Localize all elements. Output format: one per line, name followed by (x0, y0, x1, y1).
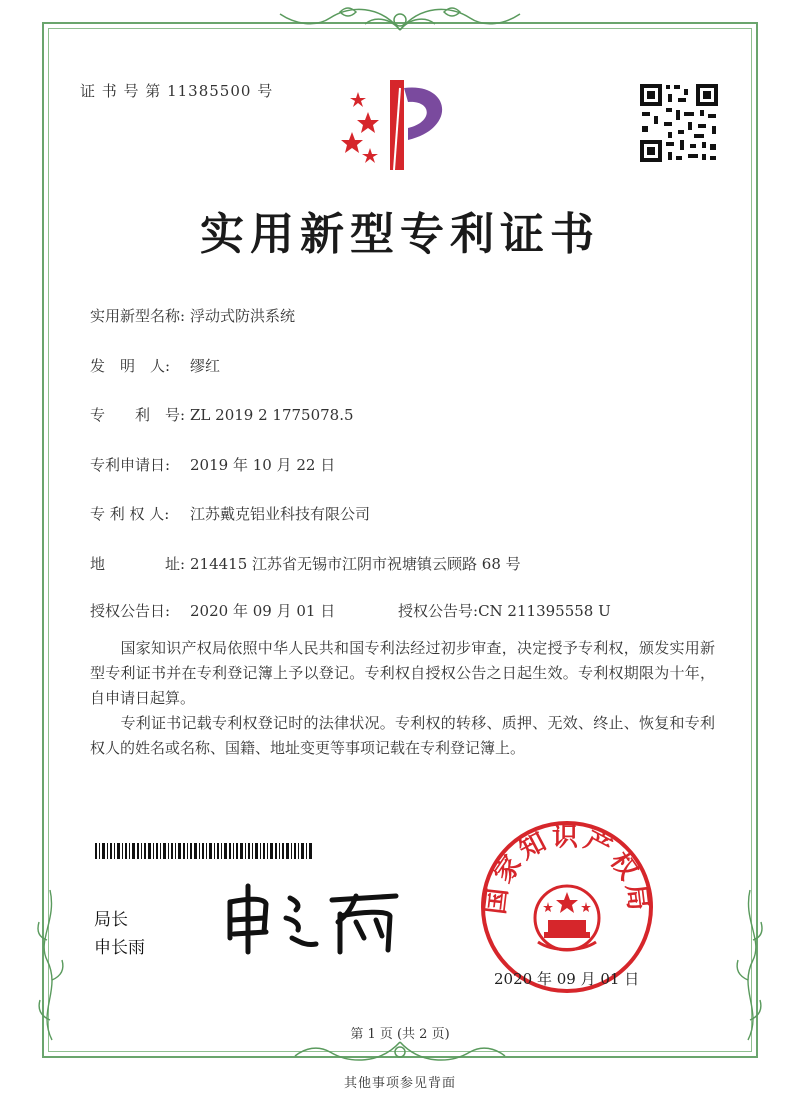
field-label: 专 利 号: (90, 406, 186, 424)
field-inventor (90, 355, 220, 376)
seal-text: 国家知识产权局 (480, 822, 654, 916)
national-emblem-icon (535, 886, 599, 950)
certificate-title: 实用新型专利证书 (200, 209, 600, 260)
seal-date: 2020 年 09 月 01 日 (494, 970, 640, 988)
legal-paragraph-2: 专利证书记载专利权登记时的法律状况。专利权的转移、质押、无效、终止、恢复和专利权人的姓名或名称、国籍、地址变更等事项记载在专利登记簿上。 (90, 714, 715, 757)
certificate-number: 证 书 号 第 11385500 号 (80, 82, 274, 100)
page-number: 第 1 页 (共 2 页) (350, 1027, 450, 1042)
field-announcement-number (398, 600, 611, 621)
cnipa-logo (330, 70, 470, 180)
field-value: 缪红 (190, 357, 221, 375)
legal-paragraph-1: 国家知识产权局依照中华人民共和国专利法经过初步审查，决定授予专利权，颁发实用新型专利证书并在专利登记簿上予以登记。专利权自授权公告之日起生效。专利权期限为十年，自申请日起算。 (90, 639, 715, 707)
field-filing-date (90, 454, 335, 475)
field-patent-number (90, 404, 354, 425)
top-ornament (270, 0, 530, 40)
field-label: 地 址: (90, 555, 186, 573)
field-label: 授权公告日: (90, 602, 171, 620)
field-value: CN 211395558 U (478, 602, 611, 620)
barcode (95, 843, 313, 859)
qr-code (638, 82, 720, 164)
field-value: 2019 年 10 月 22 日 (190, 456, 336, 474)
field-announcement-date (90, 600, 335, 621)
field-utility-model-name (90, 305, 295, 326)
field-value: ZL 2019 2 1775078.5 (190, 406, 354, 424)
field-address (90, 553, 521, 574)
field-label: 发 明 人: (90, 357, 171, 375)
field-value: 2020 年 09 月 01 日 (190, 602, 336, 620)
field-label: 专利申请日: (90, 456, 171, 474)
director-title: 局长 (94, 910, 128, 930)
field-label: 实用新型名称: (90, 307, 186, 325)
field-label: 授权公告号: (398, 602, 479, 620)
footer-note: 其他事项参见背面 (343, 1076, 456, 1091)
handwritten-signature (220, 878, 410, 958)
field-patentee (90, 503, 370, 524)
field-value: 214415 江苏省无锡市江阴市祝塘镇云顾路 68 号 (190, 555, 521, 573)
field-value: 浮动式防洪系统 (190, 307, 296, 325)
field-label: 专 利 权 人: (90, 505, 170, 523)
field-value: 江苏戴克铝业科技有限公司 (190, 505, 371, 523)
director-name: 申长雨 (94, 938, 145, 958)
